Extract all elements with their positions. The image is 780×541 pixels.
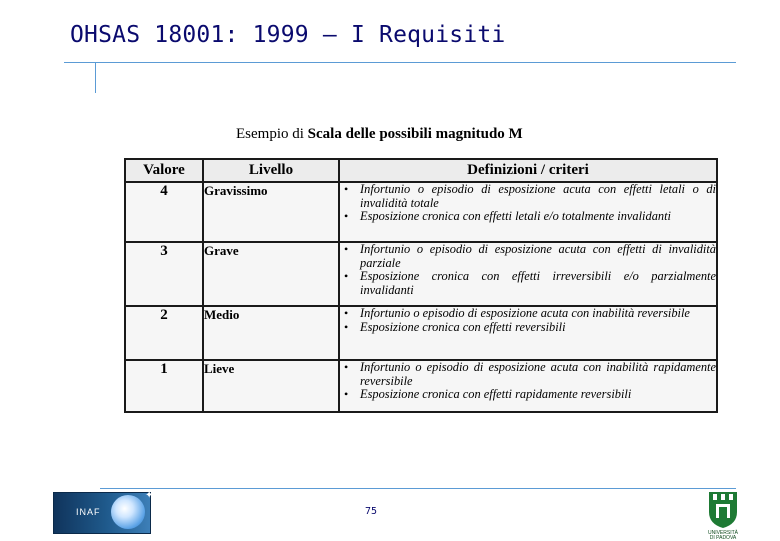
row-valore: 2 [125, 306, 203, 360]
table-header-row [125, 159, 717, 182]
row-livello: Medio [203, 306, 339, 360]
row-criteri [339, 242, 717, 306]
university-caption: UNIVERSITÀ DI PADOVA [707, 530, 738, 541]
planet-graphic [111, 495, 145, 529]
criterio-item: • Infortunio o episodio di esposizione acuta con effetti di invalidità parziale [340, 243, 716, 270]
row-criteri [339, 360, 717, 412]
criterio-item: • Infortunio o episodio di esposizione acuta con inabilità reversibile [340, 307, 716, 321]
table-row [125, 306, 717, 360]
magnitude-scale-table [124, 158, 718, 413]
title-vertical-accent [95, 63, 96, 93]
header-valore: Valore [125, 159, 203, 182]
inaf-logo-text: INAF [76, 507, 101, 517]
star-icon: ✦ [145, 490, 154, 501]
table-caption-bold: Scala delle possibili magnitudo M [307, 126, 523, 142]
table-caption-prefix: Esempio di [236, 126, 304, 142]
row-valore: 1 [125, 360, 203, 412]
table-row [125, 242, 717, 306]
shield-icon [705, 490, 741, 530]
slide-title: OHSAS 18001: 1999 – I Requisiti [70, 22, 506, 48]
header-livello: Livello [203, 159, 339, 182]
footer-divider [100, 488, 736, 489]
table-row [125, 360, 717, 412]
criterio-item: • Esposizione cronica con effetti irreversibili e/o parzialmente invalidanti [340, 270, 716, 297]
row-livello: Grave [203, 242, 339, 306]
row-livello: Lieve [203, 360, 339, 412]
title-divider [64, 62, 736, 63]
row-livello: Gravissimo [203, 182, 339, 242]
criterio-item: • Infortunio o episodio di esposizione acuta con inabilità rapidamente reversibile [340, 361, 716, 388]
row-criteri [339, 306, 717, 360]
criterio-item: • Infortunio o episodio di esposizione acuta con effetti letali o di invalidità totale [340, 183, 716, 210]
row-valore: 3 [125, 242, 203, 306]
row-criteri [339, 182, 717, 242]
header-definizioni: Definizioni / criteri [339, 159, 717, 182]
criterio-item: • Esposizione cronica con effetti letali e/o totalmente invalidanti [340, 210, 716, 224]
page-number: 75 [364, 506, 378, 517]
inaf-logo [53, 490, 154, 534]
row-valore: 4 [125, 182, 203, 242]
table-caption [236, 126, 523, 143]
criterio-item: • Esposizione cronica con effetti rapidamente reversibili [340, 388, 716, 402]
university-logo [705, 490, 741, 540]
table-row [125, 182, 717, 242]
criterio-item: • Esposizione cronica con effetti reversibili [340, 321, 716, 335]
